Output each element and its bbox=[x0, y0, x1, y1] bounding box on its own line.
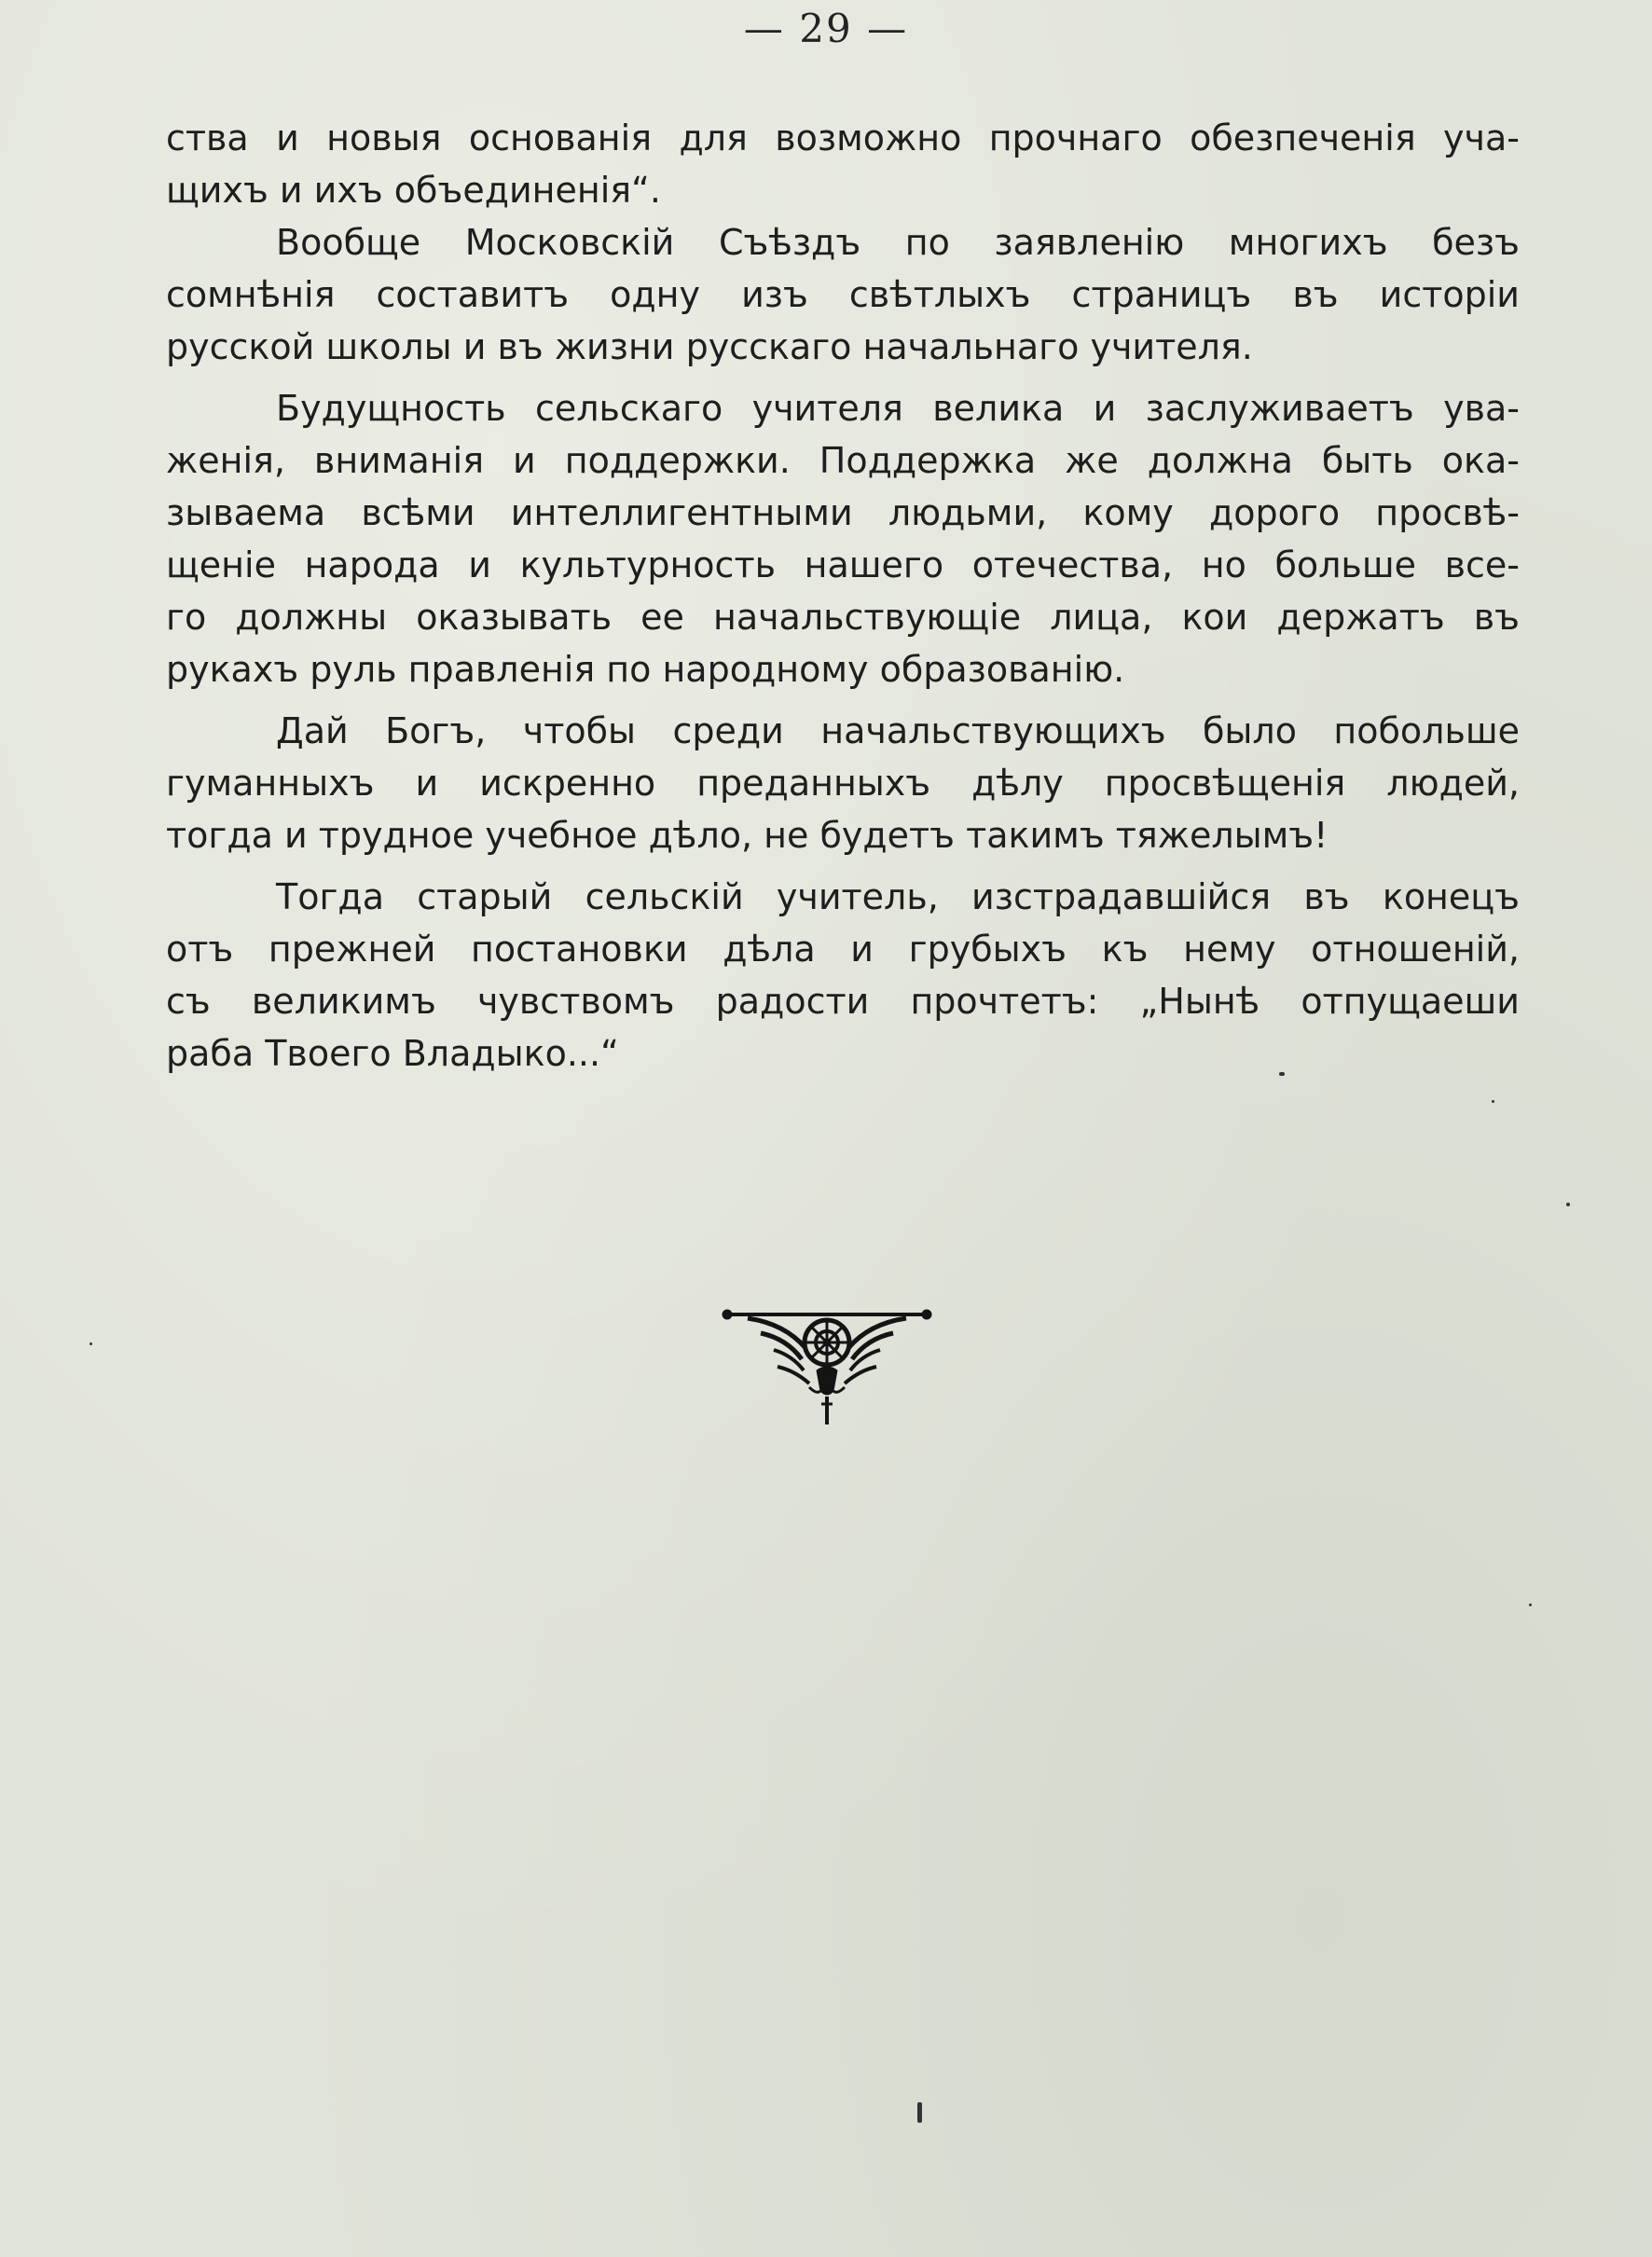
scan-speck bbox=[1279, 1072, 1285, 1076]
text-line: съ великимъ чувствомъ радости прочтетъ: „Нынѣ отпущаеши bbox=[166, 981, 1520, 1022]
paragraph bbox=[166, 705, 1520, 861]
text-line: рукахъ руль правленія по народному образованію. bbox=[166, 649, 1125, 690]
text-line: щихъ и ихъ объединенія“. bbox=[166, 170, 661, 211]
scan-speck bbox=[1529, 1603, 1532, 1606]
text-line: Дай Богъ, чтобы среди начальствующихъ было побольше bbox=[276, 710, 1520, 751]
text-line: сомнѣнія составитъ одну изъ свѣтлыхъ страницъ въ исторіи bbox=[166, 274, 1520, 315]
paragraph bbox=[166, 382, 1520, 695]
text-line: русской школы и въ жизни русскаго начальнаго учителя. bbox=[166, 326, 1253, 367]
text-line: гуманныхъ и искренно преданныхъ дѣлу просвѣщенія людей, bbox=[166, 763, 1520, 804]
paragraph-gap bbox=[166, 861, 1520, 871]
text-line: отъ прежней постановки дѣла и грубыхъ къ нему отношеній, bbox=[166, 929, 1520, 970]
text-line: Вообще Московскій Съѣздъ по заявленію многихъ безъ bbox=[276, 222, 1520, 263]
text-line: раба Твоего Владыко...“ bbox=[166, 1033, 619, 1074]
paragraph-gap bbox=[166, 373, 1520, 382]
text-line: Тогда старый сельскій учитель, изстрадавшійся въ конецъ bbox=[276, 876, 1520, 917]
text-line: женія, вниманія и поддержки. Поддержка же должна быть ока- bbox=[166, 440, 1520, 481]
scan-speck bbox=[89, 1342, 92, 1345]
scan-speck bbox=[1492, 1100, 1494, 1103]
text-line: Будущность сельскаго учителя велика и заслуживаетъ ува- bbox=[276, 388, 1520, 429]
floral-tailpiece-icon bbox=[720, 1305, 934, 1436]
text-line: тогда и трудное учебное дѣло, не будетъ такимъ тяжелымъ! bbox=[166, 815, 1328, 856]
page-number: — 29 — bbox=[743, 6, 909, 51]
scan-speck bbox=[1566, 1203, 1570, 1206]
paragraph-gap bbox=[166, 695, 1520, 705]
scan-speck bbox=[917, 2102, 922, 2123]
paragraph bbox=[166, 871, 1520, 1080]
text-line: ства и новыя основанія для возможно прочнаго обезпеченія уча- bbox=[166, 117, 1520, 158]
text-line: зываема всѣми интеллигентными людьми, кому дорого просвѣ- bbox=[166, 492, 1520, 533]
text-line: щеніе народа и культурность нашего отечества, но больше все- bbox=[166, 544, 1520, 585]
text-line: го должны оказывать ее начальствующіе лица, кои держатъ въ bbox=[166, 597, 1520, 638]
paragraph bbox=[166, 216, 1520, 373]
paragraph bbox=[166, 112, 1520, 216]
body-text bbox=[166, 112, 1520, 1080]
